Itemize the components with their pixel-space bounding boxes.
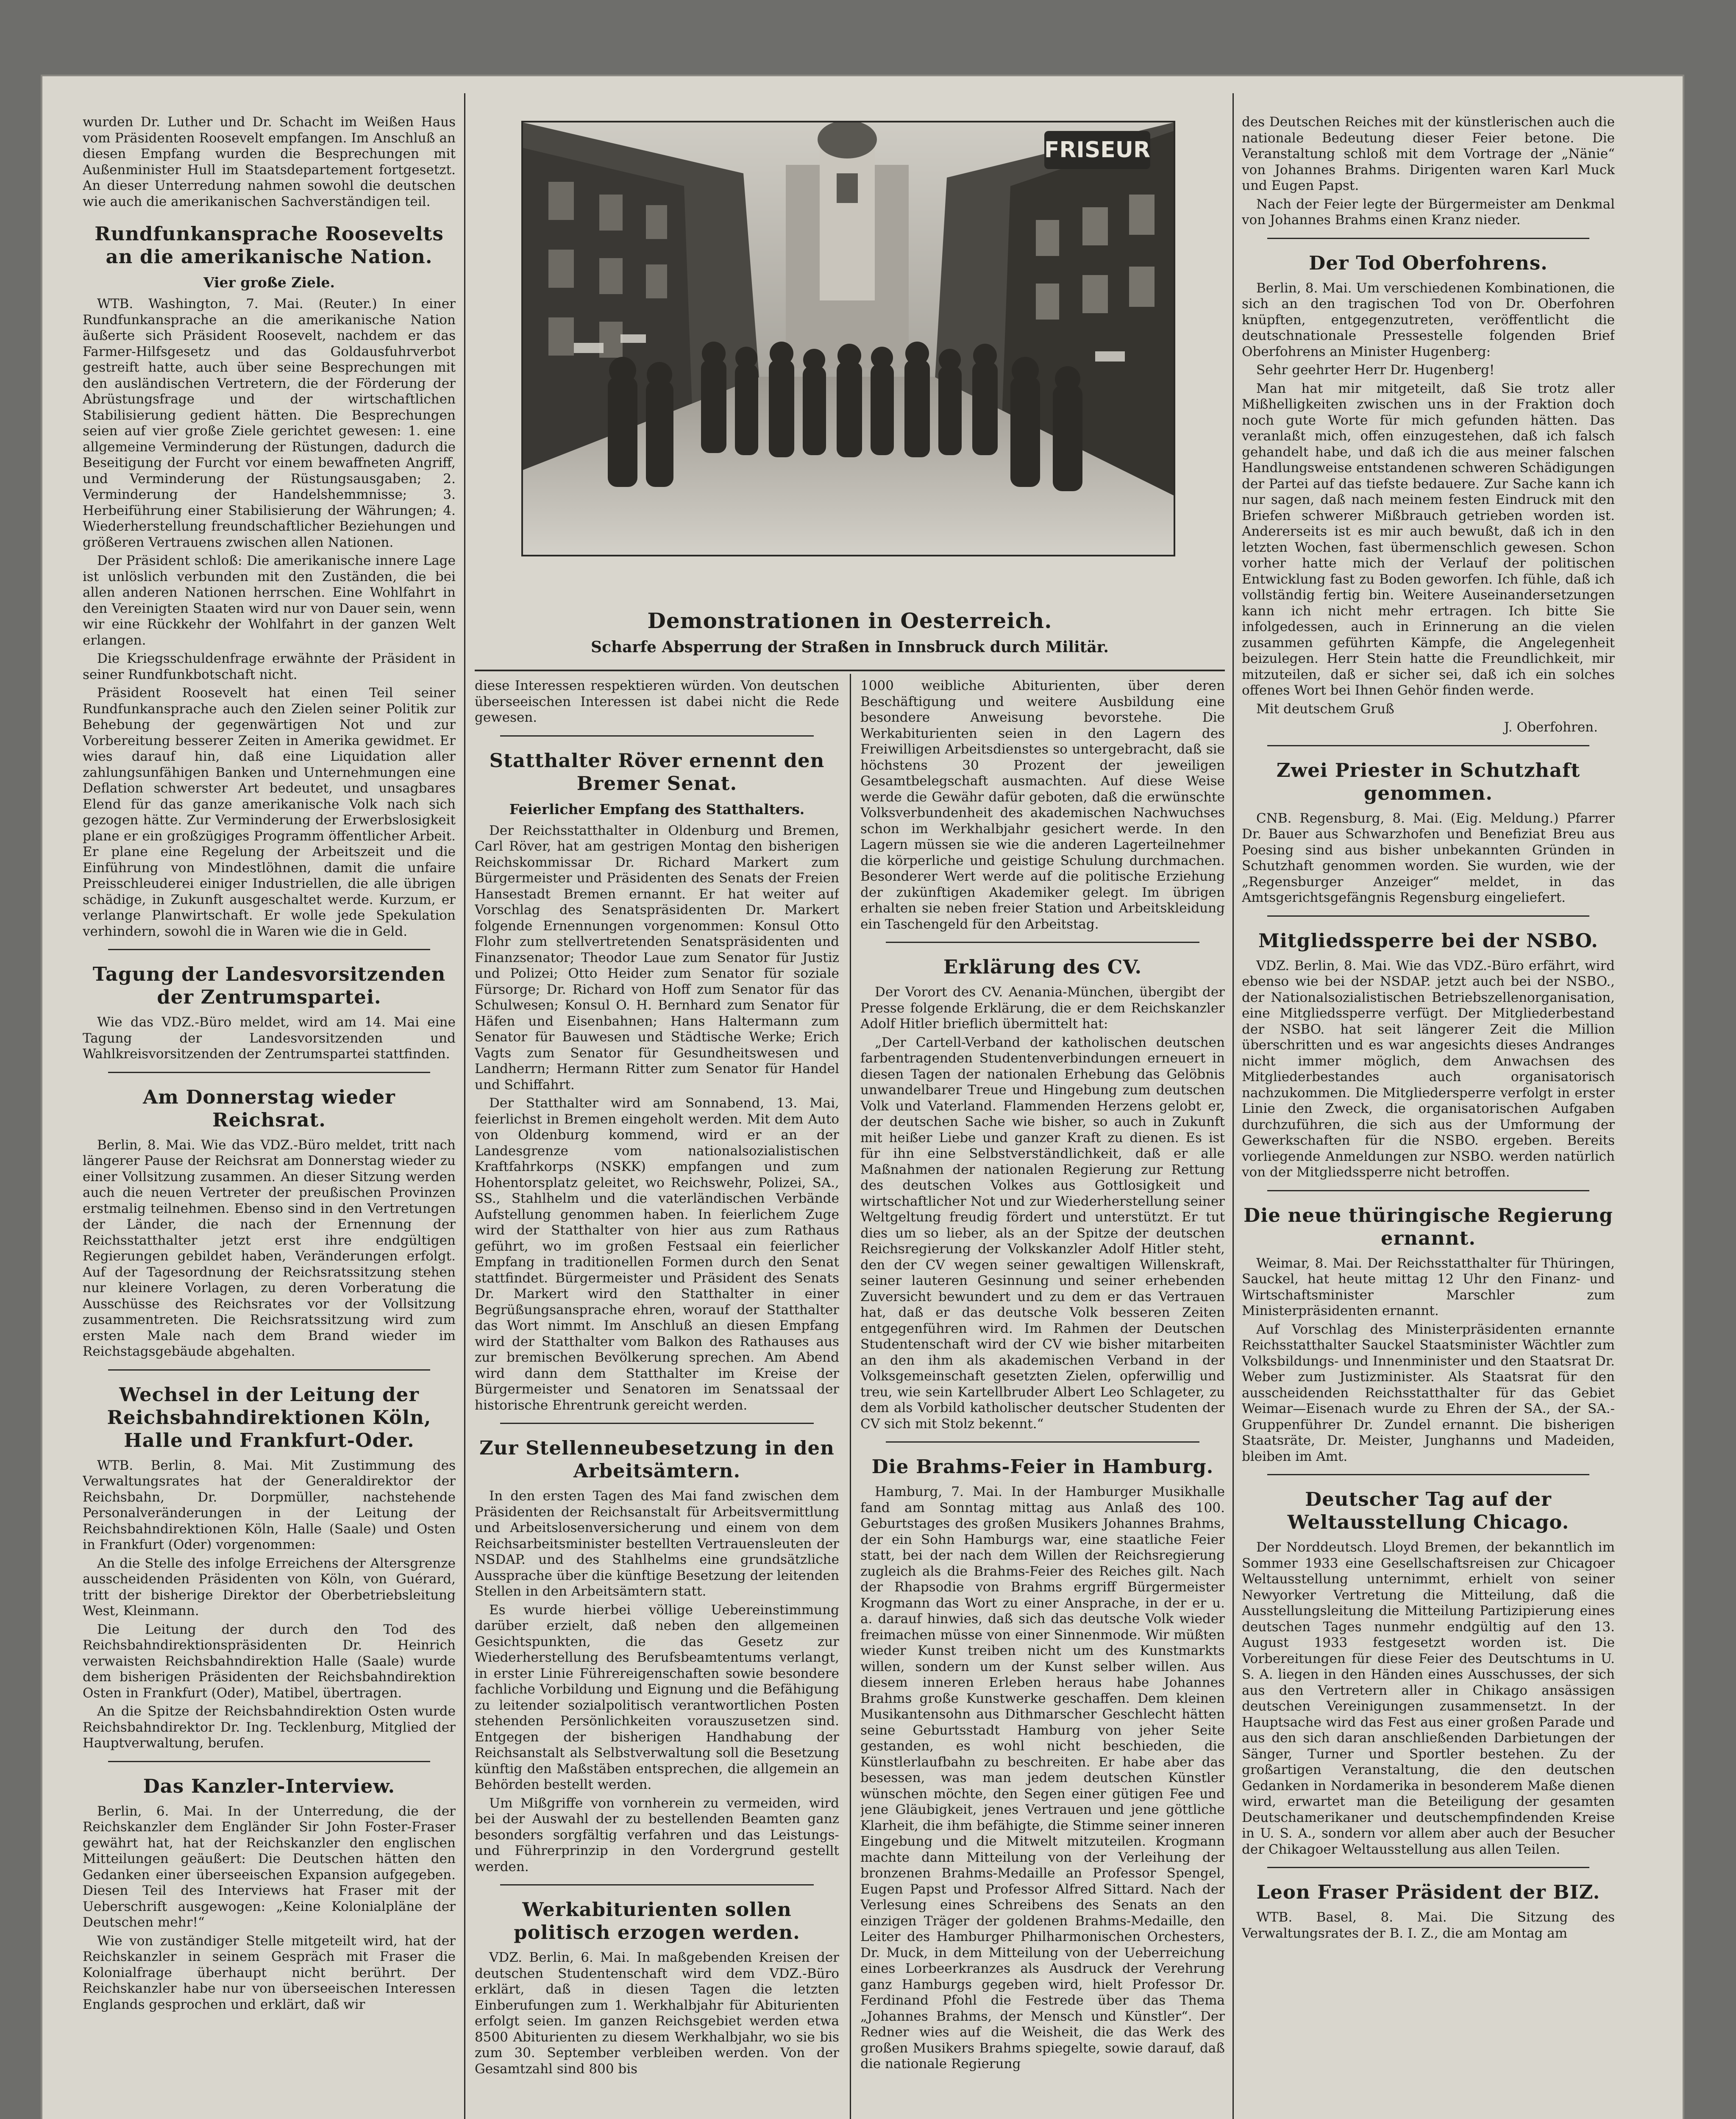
article-text: Berlin, 8. Mai. Wie das VDZ.-Büro meldet, tritt nach längerer Pause der Reichsrat am Donnerstag wieder zu einer Vollsitzung zusammen. An dieser Sitzung werden auch die neuen Vertreter der preußischen Provinzen erstmalig teilnehmen. Ebenso sind in den Vertretungen der Länder, die nach der Ernennung der Reichsstatthalter jetzt erst ihre endgültigen Regierungen gebildet haben, Veränderungen erfolgt. Auf der Tagesordnung der Reichsratssitzung stehen nur kleinere Vorlagen, zu deren Vorberatung die Ausschüsse des Reichsrates vor der Vollsitzung zusammentreten. Die Reichsratssitzung wird zum ersten Male nach dem Brand wieder im Reichstagsgebäude abgehalten.: [83, 1137, 456, 1359]
article-text: Berlin, 6. Mai. In der Unterredung, die der Reichskanzler dem Engländer Sir John Foster-Fraser gewährt hat, hat der Reichskanzler den englischen Mitteilungen geäußert: Die Deutschen hätten den Gedanken einer überseeischen Expansion aufgegeben. Diesen Teil des Interviews hat Fraser mit der Ueberschrift ausgewogen: „Keine Kolonialpläne der Deutschen mehr!“: [83, 1803, 456, 1930]
headline-arbeitsaemter: Zur Stellenneubesetzung in den Arbeitsämtern.: [479, 1437, 835, 1482]
article-text: Der Vorort des CV. Aenania-München, übergibt der Presse folgende Erklärung, die er dem Reichskanzler Adolf Hitler brieflich übermittelt hat:: [860, 984, 1225, 1032]
article-text: Wie das VDZ.-Büro meldet, wird am 14. Mai eine Tagung der Landesvorsitzenden und Wahlkreisvorsitzenden der Zentrumspartei stattfinden.: [83, 1015, 456, 1062]
headline-oberfohren: Der Tod Oberfohrens.: [1309, 251, 1548, 274]
photo-caption-title: Demonstrationen in Oesterreich.: [647, 608, 1052, 633]
innsbruck-street-photo: [523, 122, 1174, 555]
article-text: Man hat mir mitgeteilt, daß Sie trotz aller Mißhelligkeiten zwischen uns in der Fraktion doch noch gute Worte für mich gefunden hätten. Das veranlaßt mich, offen einzugestehen, daß ich falsch gehandelt habe, und daß ich die aus meiner falschen Handlungsweise entstandenen schweren Schädigungen der Partei auf das tiefste bedauere. Zur Sache kann ich nur sagen, daß nach meinem festen Eindruck mit den Briefen schwerer Mißbrauch getrieben worden ist. Andererseits ist es mir auch bewußt, daß ich in den letzten Wochen, fast übermenschlich gewesen. Schon vorher hatte mich der Verlauf der politischen Entwicklung fast zu Boden geworfen. Ich fühle, daß ich vollständig fertig bin. Weitere Auseinandersetzungen kann ich nicht mehr ertragen. Ich bitte Sie infolgedessen, auch in Erinnerung an die vielen zusammen geführten Kämpfe, die Angelegenheit beizulegen. Herr Stein hatte die Freundlichkeit, mir mitzuteilen, daß er sicher sei, daß ich ein solches offenes Wort bei Ihnen Gehör finden werde.: [1242, 381, 1615, 698]
article-text: Wie von zuständiger Stelle mitgeteilt wird, hat der Reichskanzler in seinem Gespräch mit Fraser die Kolonialfrage überhaupt nicht berührt. Der Reichskanzler habe nur von überseeischen Interessen Englands gesprochen und erklärt, daß wir: [83, 1933, 456, 2012]
article-text: des Deutschen Reiches mit der künstlerischen auch die nationale Bedeutung dieser Feier betone. Die Veranstaltung schloß mit dem Vortrage der „Nänie“ von Johannes Brahms. Dirigenten waren Karl Muck und Eugen Papst.: [1242, 114, 1615, 193]
article-separator: [500, 1884, 814, 1885]
article-separator: [108, 1072, 430, 1073]
article-separator: [1267, 915, 1589, 917]
column-1: [83, 114, 456, 2119]
headline-kanzler-interview: Das Kanzler-Interview.: [143, 1774, 395, 1797]
article-separator: [1267, 238, 1589, 239]
article-separator: [1267, 1867, 1589, 1868]
news-photo: [521, 121, 1175, 556]
headline-reichsbahn: Wechsel in der Leitung der Reichsbahndirektionen Köln, Halle und Frankfurt-Oder.: [107, 1383, 431, 1452]
headline-zentrumspartei: Tagung der Landesvorsitzenden der Zentrumspartei.: [92, 963, 446, 1008]
article-separator: [1267, 1474, 1589, 1475]
column-4: [1242, 114, 1615, 2119]
headline-deutscher-tag-chicago: Deutscher Tag auf der Weltausstellung Chicago.: [1287, 1488, 1569, 1533]
article-text: diese Interessen respektieren würden. Von deutschen überseeischen Interessen ist dabei nicht die Rede gewesen.: [475, 678, 839, 725]
letter-salutation: Sehr geehrter Herr Dr. Hugenberg!: [1256, 362, 1495, 378]
article-text: wurden Dr. Luther und Dr. Schacht im Weißen Haus vom Präsidenten Roosevelt empfangen. Im Anschluß an diesen Empfang wurden die Besprechungen mit Außenminister Hull im Staatsdepartement fortgesetzt. An dieser Unterredung nahmen sowohl die deutschen wie auch die amerikanischen Sachverständigen teil.: [83, 114, 456, 209]
headline-cv-erklaerung: Erklärung des CV.: [943, 956, 1142, 978]
shop-sign-text: FRISEUR: [1044, 137, 1151, 163]
article-separator: [500, 735, 814, 737]
article-separator: [108, 949, 430, 950]
article-text: WTB. Basel, 8. Mai. Die Sitzung des Verwaltungsrates der B. I. Z., die am Montag am: [1242, 1910, 1615, 1941]
headline-statthalter-roever: Statthalter Röver ernennt den Bremer Senat.: [489, 749, 825, 795]
article-text: Der Statthalter wird am Sonnabend, 13. Mai, feierlichst in Bremen eingeholt werden. Mit dem Auto von Oldenburg kommend, wird er an der Landesgrenze vom nationalsozialistischen Kraftfahrkorps (NSKK) empfangen und zum Hohentorsplatz geleitet, wo Reichswehr, Polizei, SA., SS., Stahlhelm und die vaterländischen Verbände Aufstellung genommen haben. In feierlichem Zuge wird der Statthalter von hier aus zum Rathaus geführt, wo im großen Festsaal ein feierlicher Empfang in traditionellen Formen durch den Senat stattfindet. Bürgermeister und Präsident des Senats Dr. Markert wird den Statthalter in einer Begrüßungsansprache ehren, worauf der Statthalter das Wort nimmt. Im Anschluß an diesen Empfang wird der Statthalter vom Balkon des Rathauses aus zur bremischen Bevölkerung sprechen. Am Abend wird dann dem Statthalter im Kreise der Bürgermeister und Senatoren im Senatssaal der historische Ehrentrunk gereicht werden.: [475, 1096, 839, 1413]
article-text: Auf Vorschlag des Ministerpräsidenten ernannte Reichsstatthalter Sauckel Staatsminister Wächtler zum Volksbildungs- und Innenminister und den Staatsrat Dr. Weber zum Justizminister. Als Staatsrat für den ausscheidenden Reichsstatthalter für das Gebiet Weimar—Eisenach wurde zu Ehren der SA., der SA.-Gruppenführer Dr. Zundel ernannt. Die bisherigen Staatsräte, Dr. Meister, Junghanns und Madeiden, bleiben im Amt.: [1242, 1321, 1615, 1464]
church-tower-icon: [820, 139, 875, 300]
headline-nsbo: Mitgliedssperre bei der NSBO.: [1258, 929, 1598, 952]
column-rule: [464, 93, 465, 2119]
article-text: VDZ. Berlin, 8. Mai. Wie das VDZ.-Büro erfährt, wird ebenso wie bei der NSDAP. jetzt auch bei der NSBO., der Nationalsozialistischen Betriebszellenorganisation, eine Mitgliedssperre verfügt. Der Mitgliederbestand der NSBO. hat seit längerer Zeit die Million überschritten und es war angesichts dieses Andranges nicht immer möglich, dem Anwachsen des Mitgliederbestandes auch organisatorisch nachzukommen. Die Mitgliedersperre verfolgt in erster Linie den Zweck, die organisatorischen Aufgaben durchzuführen, die sich aus der Umformung der Gewerkschaften für die NSBO. ergeben. Bereits vorliegende Anmeldungen zur NSBO. werden natürlich von der Mitgliedssperre nicht betroffen.: [1242, 958, 1615, 1180]
article-separator: [886, 942, 1199, 943]
article-separator: [108, 1761, 430, 1762]
article-text: „Der Cartell-Verband der katholischen deutschen farbentragenden Studentenverbindungen erneuert in diesen Tagen der nationalen Erhebung das Gelöbnis unwandelbarer Treue und Hingebung zum deutschen Volk und Vaterland. Flammenden Herzens gelobt er, der deutschen Sache wie bisher, so auch in Zukunft mit heißer Liebe und ganzer Kraft zu dienen. Es ist für ihn eine Selbstverständlichkeit, daß er alle Maßnahmen der nationalen Regierung zur Rettung des deutschen Volkes aus Gottlosigkeit und wirtschaftlicher Not und zur Wiederherstellung seiner Weltgeltung freudig fördert und unterstützt. Er tut dies um so lieber, als an der Spitze der deutschen Reichsregierung der Volkskanzler Adolf Hitler steht, den der CV wegen seiner gewaltigen Willenskraft, seiner lauteren Gesinnung und seiner erhebenden Zuversicht bewundert und zu dem er das Vertrauen hat, daß er das deutsche Volk besseren Zeiten entgegenführen wird. Im Rahmen der Deutschen Studentenschaft wird der CV wie bisher mitarbeiten an den ihm als akademischen Verband in der Volksgemeinschaft gesetzten Zielen, opferwillig und treu, wie sein Kartellbruder Albert Leo Schlageter, zu dem als Vorbild katholischer deutscher Studenten der CV sich mit Stolz bekennt.“: [860, 1034, 1225, 1432]
subheadline: Vier große Ziele.: [203, 274, 335, 291]
article-text: Die Leitung der durch den Tod des Reichsbahndirektionspräsidenten Dr. Heinrich verwaisten Reichsbahndirektion Halle (Saale) wurde dem bisherigen Präsidenten der Reichsbahndirektion Osten in Frankfurt (Oder), Matibel, übertragen.: [83, 1621, 456, 1701]
article-text: VDZ. Berlin, 6. Mai. In maßgebenden Kreisen der deutschen Studentenschaft wird dem VDZ.-Büro erklärt, daß in diesen Tagen die letzten Einberufungen zum 1. Werkhalbjahr für Abiturienten erfolgt seien. Im ganzen Reichsgebiet werden etwa 8500 Abiturienten zu diesem Werkhalbjahr, wo sie bis zum 30. September verbleiben werden. Von der Gesamtzahl sind 800 bis: [475, 1950, 839, 2077]
article-text: Präsident Roosevelt hat einen Teil seiner Rundfunkansprache auch den Zielen seiner Politik zur Behebung der gegenwärtigen Not und zur Vorbereitung besserer Zeiten in Amerika gewidmet. Er wies darauf hin, daß eine Liquidation aller zahlungsunfähigen Banken und Unternehmungen eine Deflation schwerster Art bedeutet, und unsagbares Elend für das ganze amerikanische Volk nach sich gezogen hätte. Zur Verminderung der Erwerbslosigkeit plane er ein großzügiges Programm öffentlicher Arbeit. Er plane eine Regelung der Arbeitszeit und die Einführung von Mindestlöhnen, damit die unfaire Preisschleuderei einiger Industriellen, die alle übrigen schädige, in Zukunft ausgeschaltet werde. Kurzum, er verlange Planwirtschaft. Er wolle jede Spekulation verhindern, sowohl die in Waren wie die in Geld.: [83, 685, 456, 939]
headline-werkabiturienten: Werkabiturienten sollen politisch erzogen werden.: [514, 1898, 800, 1944]
article-separator: [1267, 1190, 1589, 1191]
article-text: WTB. Berlin, 8. Mai. Mit Zustimmung des Verwaltungsrates hat der Generaldirektor der Reichsbahn, Dr. Dorpmüller, nachstehende Personalveränderungen in der Leitung der Reichsbahndirektionen Köln, Halle (Saale) und Osten in Frankfurt (Oder) vorgenommen:: [83, 1457, 456, 1552]
headline-leon-fraser: Leon Fraser Präsident der BIZ.: [1256, 1881, 1600, 1903]
article-separator: [108, 1369, 430, 1371]
article-separator: [886, 1441, 1199, 1443]
article-text: Nach der Feier legte der Bürgermeister am Denkmal von Johannes Brahms einen Kranz nieder.: [1242, 196, 1615, 228]
letter-closing: Mit deutschem Gruß: [1256, 701, 1394, 717]
photo-bottom-rule: [475, 670, 1225, 671]
column-rule: [1232, 93, 1234, 2119]
article-text: Die Kriegsschuldenfrage erwähnte der Präsident in seiner Rundfunkbotschaft nicht.: [83, 651, 456, 682]
article-text: Weimar, 8. Mai. Der Reichsstatthalter für Thüringen, Sauckel, hat heute mittag 12 Uhr den Finanz- und Wirtschaftsminister Marschler zum Ministerpräsidenten ernannt.: [1242, 1255, 1615, 1318]
article-text: In den ersten Tagen des Mai fand zwischen dem Präsidenten der Reichsanstalt für Arbeitsvermittlung und Arbeitslosenversicherung und einem von dem Reichsarbeitsminister bestellten Vertrauensleuten der NSDAP. und des Stahlhelms eine grundsätzliche Aussprache über die künftige Besetzung der leitenden Stellen in den Arbeitsämtern statt.: [475, 1488, 839, 1599]
article-text: Berlin, 8. Mai. Um verschiedenen Kombinationen, die sich an den tragischen Tod von Dr. Oberfohren knüpften, entgegenzutreten, veröffentlicht die deutschnationale Pressestelle folgenden Brief Oberfohrens an Minister Hugenberg:: [1242, 280, 1615, 359]
headline-priester-schutzhaft: Zwei Priester in Schutzhaft genommen.: [1276, 759, 1580, 804]
headline-reichsrat: Am Donnerstag wieder Reichsrat.: [143, 1085, 395, 1131]
article-text: Der Reichsstatthalter in Oldenburg und Bremen, Carl Röver, hat am gestrigen Montag den bisherigen Reichskommissar Dr. Richard Markert zum Bürgermeister und Präsidenten des Senats der Freien Hansestadt Bremen ernannt. Er hat weiter auf Vorschlag des Senatspräsidenten Dr. Markert folgende Ernennungen vorgenommen: Konsul Otto Flohr zum stellvertretenden Senatspräsidenten und Finanzsenator; Theodor Laue zum Senator für Justiz und Polizei; Otto Heider zum Senator für soziale Fürsorge; Dr. Richard von Hoff zum Senator für das Schulwesen; Konsul O. H. Bernhard zum Senator für Häfen und Eisenbahnen; Hans Haltermann zum Senator für Bauwesen und Städtische Werke; Erich Vagts zum Senator für Gesundheitswesen und Landherrn; Hermann Ritter zum Senator für Handel und Schiffahrt.: [475, 823, 839, 1093]
article-text: 1000 weibliche Abiturienten, über deren Beschäftigung und weitere Ausbildung eine besondere Anweisung bevorstehe. Die Werkabiturienten seien in den Lagern des Freiwilligen Arbeitsdienstes so untergebracht, daß sie höchstens 30 Prozent der jeweiligen Gesamtbelegschaft ausmachten. Auf diese Weise werde die Gewähr dafür geboten, daß die erwünschte Volksverbundenheit des akademischen Nachwuchses schon im Werkhalbjahr gesichert werde. In den Lagern müssen sie wie die anderen Lagerteilnehmer die körperliche und geistige Schulung durchmachen. Besonderer Wert werde auf die politische Erziehung der zukünftigen Akademiker gelegt. Im übrigen erhalten sie neben freier Station und Arbeitskleidung ein Taschengeld für den Arbeitstag.: [860, 678, 1225, 932]
subheadline: Feierlicher Empfang des Statthalters.: [509, 801, 805, 818]
headline-brahms-feier: Die Brahms-Feier in Hamburg.: [871, 1455, 1214, 1478]
column-rule: [850, 674, 851, 2119]
newspaper-page: [42, 76, 1683, 2119]
article-text: Um Mißgriffe von vornherein zu vermeiden, wird bei der Auswahl der zu bestellenden Beamten ganz besonders sorgfältig verfahren und das Leistungs- und Führerprinzip in den Vordergrund gestellt werden.: [475, 1795, 839, 1874]
column-2: [475, 678, 839, 2119]
article-text: An die Spitze der Reichsbahndirektion Osten wurde Reichsbahndirektor Dr. Ing. Tecklenburg, Mitglied der Hauptverwaltung, berufen.: [83, 1704, 456, 1751]
article-separator: [500, 1423, 814, 1424]
headline-roosevelt: Rundfunkansprache Roosevelts an die amerikanische Nation.: [95, 222, 444, 268]
article-text: An die Stelle des infolge Erreichens der Altersgrenze ausscheidenden Präsidenten von Köln, von Guérard, tritt der bisherige Direktor der Oberbetriebsleitung West, Kleinmann.: [83, 1555, 456, 1618]
photo-caption-subtitle: Scharfe Absperrung der Straßen in Innsbruck durch Militär.: [591, 638, 1109, 656]
article-text: WTB. Washington, 7. Mai. (Reuter.) In einer Rundfunkansprache an die amerikanische Nation äußerte sich Präsident Roosevelt, nachdem er das Farmer-Hilfsgesetz und das Goldausfuhrverbot gestreift hatte, auch über seine Besprechungen mit den ausländischen Vertretern, die der Förderung der Abrüstungsfrage und der wirtschaftlichen Stabilisierung gedient hätten. Die Besprechungen seien auf vier große Ziele gerichtet gewesen: 1. eine allgemeine Verminderung der Rüstungen, dadurch die Beseitigung der Furcht vor einem bewaffneten Angriff, und Verminderung der Rüstungsausgaben; 2. Verminderung der Handelshemmnisse; 3. Herbeiführung einer Stabilisierung der Währungen; 4. Wiederherstellung freundschaftlicher Beziehungen und größeren Vertrauens zwischen allen Nationen.: [83, 296, 456, 550]
letter-signature: J. Oberfohren.: [1504, 720, 1598, 735]
article-separator: [1267, 745, 1589, 746]
article-text: Der Präsident schloß: Die amerikanische innere Lage ist unlöslich verbunden mit den Zuständen, die bei allen anderen Nationen herrschen. Eine Wohlfahrt in den Vereinigten Staaten wird nur von Dauer sein, wenn wir eine Rückkehr der Wohlfahrt in der ganzen Welt erlangen.: [83, 553, 456, 648]
article-text: Hamburg, 7. Mai. In der Hamburger Musikhalle fand am Sonntag mittag aus Anlaß des 100. Geburtstages des großen Musikers Johannes Brahms, der ein Sohn Hamburgs war, eine staatliche Feier statt, bei der nach dem Willen der Reichsregierung zugleich als die Brahms-Feier des Reiches gilt. Nach der Rhapsodie von Brahms ergriff Bürgermeister Krogmann das Wort zu einer Ansprache, in der er u. a. darauf hinwies, daß sich das deutsche Volk wieder freimachen müsse von einer Sinnenmode. Wir müßten wieder Kunst treiben nicht um des Kunstmarkts willen, sondern um der Kunst selber willen. Aus diesem inneren Erleben heraus habe Johannes Brahms große Kunstwerke geschaffen. Dem kleinen Musikantensohn aus Dithmarscher Geschlecht hätten seine Geburtsstadt Hamburg von jeher Seite gestanden, es wohl nicht beschieden, die Künstlerlaufbahn zu beschreiten. Er habe aber das besessen, was man jedem deutschen Künstler wünschen möchte, den Segen einer gütigen Fee und jene Gläubigkeit, jenes Vertrauen und jene göttliche Klarheit, die ihm befähigte, die Stimme seiner inneren Eingebung und die Mitwelt mitzuteilen. Krogmann machte dann Mitteilung von der Verleihung der bronzenen Brahms-Medaille an Professor Spengel, Eugen Papst und Professor Alfred Sittard. Nach der Verlesung eines Schreibens des Senats an den einzigen Träger der goldenen Brahms-Medaille, den Leiter des Hamburger Philharmonischen Orchesters, Dr. Muck, in dem Mitteilung von der Ueberreichung eines Lorbeerkranzes als Ausdruck der Verehrung ganz Hamburgs gegeben wird, hielt Professor Dr. Ferdinand Pfohl die Festrede über das Thema „Johannes Brahms, der Mensch und Künstler“. Der Redner wies auf die Weisheit, die das Werk des großen Musikers Brahms spiegelte, sowie darauf, daß die nationale Regierung: [860, 1484, 1225, 2072]
article-text: CNB. Regensburg, 8. Mai. (Eig. Meldung.) Pfarrer Dr. Bauer aus Schwarzhofen und Benefiziat Breu aus Poesing sind aus bisher unbekannten Gründen in Schutzhaft genommen worden. Sie wurden, wie der „Regensburger Anzeiger“ meldet, in das Amtsgerichtsgefängnis Regensburg eingeliefert.: [1242, 810, 1615, 905]
article-text: Es wurde hierbei völlige Uebereinstimmung darüber erzielt, daß neben den allgemeinen Gesichtspunkten, die das Gesetz zur Wiederherstellung des Berufsbeamtentums verlangt, in erster Linie Führereigenschaften sowie besondere fachliche Vorbildung und Eignung und die Befähigung zu leitender sozialpolitisch verantwortlichen Posten stehenden Persönlichkeiten vorauszusetzen sind. Entgegen der bisherigen Handhabung der Reichsanstalt als Selbstverwaltung soll die Besetzung künftig den Maßstäben entsprechen, die allgemein an Behörden bestellt werden.: [475, 1602, 839, 1792]
article-text: Der Norddeutsch. Lloyd Bremen, der bekanntlich im Sommer 1933 eine Gesellschaftsreisen zur Chicagoer Weltausstellung unternimmt, erhielt von seiner Newyorker Vertretung die Mitteilung, daß die Ausstellungsleitung die Mitteilung Partizipierung eines deutschen Tages nunmehr endgültig auf den 13. August 1933 festgesetzt worden ist. Die Vorbereitungen für diese Feier des Deutschtums in U. S. A. liegen in den Händen eines Ausschusses, der sich aus den Vertretern aller in Chikago ansässigen deutschen Vereinigungen zusammensetzt. In der Hauptsache wird das Fest aus einer großen Parade und aus den sich daran anschließenden Darbietungen der Sänger, Turner und Sportler bestehen. Zu der großartigen Veranstaltung, die den deutschen Gedanken in Nordamerika in besonderem Maße dienen wird, erwartet man die Beteiligung der gesamten Deutschamerikaner und deutschempfindenden Kreise in U. S. A., sondern vor allem aber auch der Besucher der Chikagoer Weltausstellung aus allen Teilen.: [1242, 1540, 1615, 1857]
column-3: [860, 678, 1225, 2119]
headline-thueringen: Die neue thüringische Regierung ernannt.: [1244, 1204, 1613, 1249]
